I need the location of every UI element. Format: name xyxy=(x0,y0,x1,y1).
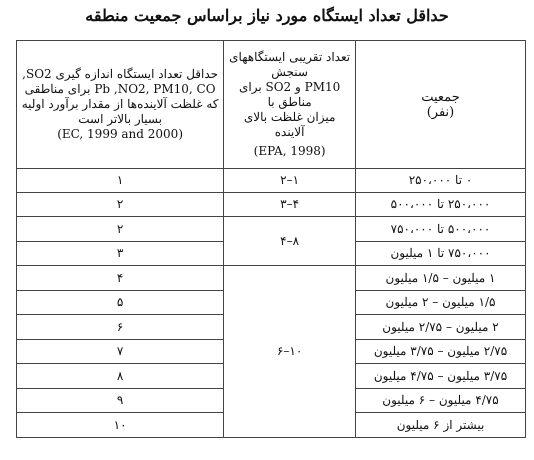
table-row xyxy=(17,266,526,291)
header-ec-source: (EC, 1999 and 2000) xyxy=(57,127,183,141)
ec-cell: ۴ xyxy=(17,266,224,291)
header-ec-line: که غلظت آلاینده‌ها از مقدار برآورد اولیه xyxy=(21,97,219,111)
station-requirements-table xyxy=(16,40,526,438)
header-ec xyxy=(17,41,224,169)
header-epa-line: میزان غلظت بالای آلاینده xyxy=(243,110,336,139)
header-population-label: جمعیت xyxy=(421,89,460,105)
ec-cell: ۸ xyxy=(17,364,224,389)
header-ec-line: بسیار بالاتر است xyxy=(78,112,162,126)
population-cell: ۷۵۰،۰۰۰ تا ۱ میلیون xyxy=(356,242,526,266)
epa-cell: ۱۰–۶ xyxy=(224,266,356,438)
population-cell: ۱/۵ میلیون – ۲ میلیون xyxy=(356,291,526,315)
population-cell: ۳/۷۵ میلیون – ۴/۷۵ میلیون xyxy=(356,364,526,389)
population-cell: ۲ میلیون – ۲/۷۵ میلیون xyxy=(356,315,526,340)
header-ec-line: Pb ,NO2, PM10, CO برای مناطقی xyxy=(24,82,216,96)
ec-cell: ۶ xyxy=(17,315,224,340)
page-title: حداقل تعداد ایستگاه مورد نیاز براساس جمعیت منطقه xyxy=(85,6,449,25)
table-row xyxy=(17,169,526,193)
population-cell: ۱ میلیون – ۱/۵ میلیون xyxy=(356,266,526,291)
header-epa-line: تعداد تقریبی ایستگاههای سنجش xyxy=(229,50,351,79)
population-cell: بیشتر از ۶ میلیون xyxy=(356,413,526,438)
ec-cell: ۳ xyxy=(17,242,224,266)
ec-cell: ۹ xyxy=(17,389,224,413)
epa-cell: ۱–۲ xyxy=(224,169,356,193)
ec-cell: ۲ xyxy=(17,217,224,242)
population-cell: ۵۰۰،۰۰۰ تا ۷۵۰،۰۰۰ xyxy=(356,217,526,242)
header-population xyxy=(356,41,526,169)
ec-cell: ۱۰ xyxy=(17,413,224,438)
header-population-unit: (نفر) xyxy=(426,104,455,120)
population-cell: ۴/۷۵ میلیون – ۶ میلیون xyxy=(356,389,526,413)
ec-cell: ۷ xyxy=(17,340,224,364)
header-epa xyxy=(224,41,356,169)
ec-cell: ۲ xyxy=(17,193,224,217)
epa-cell: ۴–۳ xyxy=(224,193,356,217)
table-header-row xyxy=(17,41,526,169)
ec-cell: ۵ xyxy=(17,291,224,315)
epa-cell: ۸–۴ xyxy=(224,217,356,266)
population-cell: ۲۵۰،۰۰۰ تا ۵۰۰،۰۰۰ xyxy=(356,193,526,217)
table-row xyxy=(17,193,526,217)
ec-cell: ۱ xyxy=(17,169,224,193)
header-epa-line: PM10 و SO2 برای مناطق با xyxy=(238,80,341,109)
population-cell: ۰ تا ۲۵۰،۰۰۰ xyxy=(356,169,526,193)
population-cell: ۲/۷۵ میلیون – ۳/۷۵ میلیون xyxy=(356,340,526,364)
table-row xyxy=(17,217,526,242)
header-ec-line: حداقل تعداد ایستگاه اندازه گیری SO2, xyxy=(22,67,219,81)
header-epa-source: (EPA, 1998) xyxy=(253,144,326,158)
